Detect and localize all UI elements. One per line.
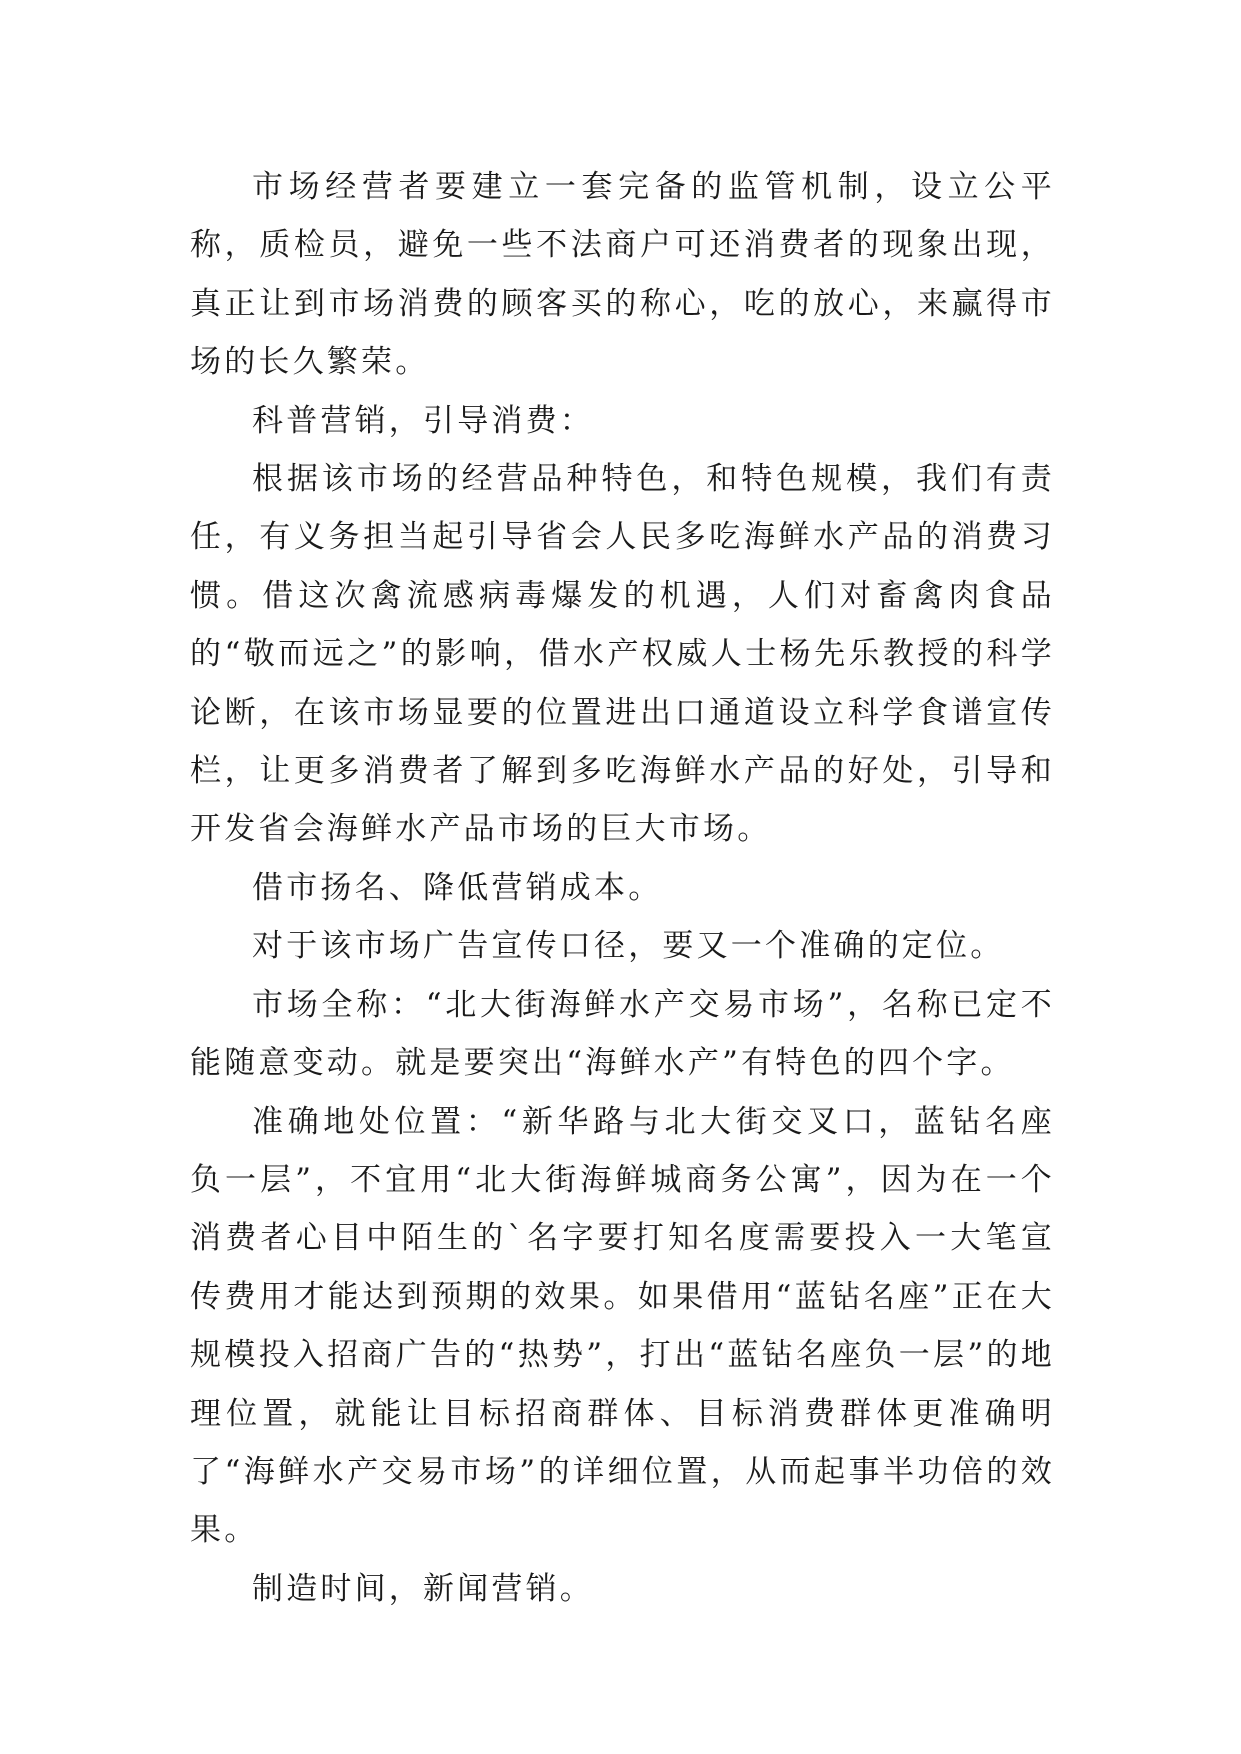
paragraph-heading-news-marketing: 制造时间，新闻营销。	[252, 1570, 594, 1607]
paragraph-location: 准确地处位置：“新华路与北大街交叉口，蓝钻名座负一层”，不宜用“北大街海鲜城商务公寓”，因为在一个消费者心目中陌生的`名字要打知名度需要投入一大笔宣传费用才能达到预期的效果。如果借用“蓝钻名座”正在大规模投入招商广告的“热势”，打出“蓝钻名座负一层”的地理位置，就能让目标招商群体、目标消费群体更准确明了“海鲜水产交易市场”的详细位置，从而起事半功倍的效果。	[190, 1103, 1055, 1549]
paragraph-science-marketing: 根据该市场的经营品种特色，和特色规模，我们有责任，有义务担当起引导省会人民多吃海鲜水产品的消费习惯。借这次禽流感病毒爆发的机遇，人们对畜禽肉食品的“敬而远之”的影响，借水产权威人士杨先乐教授的科学论断，在该市场显要的位置进出口通道设立科学食谱宣传栏，让更多消费者了解到多吃海鲜水产品的好处，引导和开发省会海鲜水产品市场的巨大市场。	[190, 461, 1055, 848]
paragraph-ad-positioning: 对于该市场广告宣传口径，要又一个准确的定位。	[252, 928, 1005, 965]
paragraph-supervision: 市场经营者要建立一套完备的监管机制，设立公平称，质检员，避免一些不法商户可还消费者的现象出现，真正让到市场消费的顾客买的称心，吃的放心，来赢得市场的长久繁荣。	[190, 169, 1055, 381]
document-body	[190, 158, 1055, 1618]
paragraph-heading-market-name: 借市扬名、降低营销成本。	[252, 869, 663, 906]
paragraph-heading-science-marketing: 科普营销，引导消费：	[252, 402, 594, 439]
paragraph-market-full-name: 市场全称：“北大街海鲜水产交易市场”，名称已定不能随意变动。就是要突出“海鲜水产”有特色的四个字。	[190, 986, 1055, 1082]
